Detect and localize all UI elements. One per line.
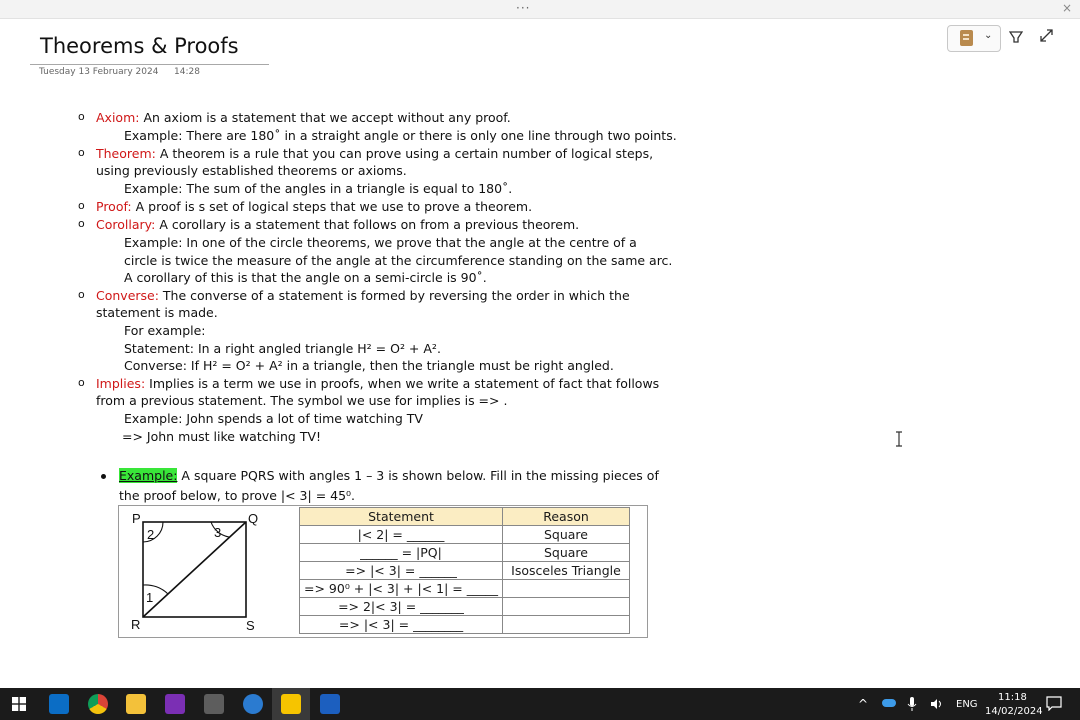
volume-icon[interactable] bbox=[930, 697, 944, 711]
close-icon[interactable]: × bbox=[1061, 1, 1072, 15]
statement-cell[interactable]: => 2|< 3| = _______ bbox=[300, 598, 503, 616]
language-indicator[interactable]: ENG bbox=[956, 699, 978, 710]
tray-chevron-icon[interactable]: ^ bbox=[858, 697, 869, 711]
example-text-2[interactable]: the proof below, to prove |< 3| = 45⁰. bbox=[119, 488, 356, 503]
vertex-s-label: S bbox=[246, 618, 255, 633]
sticky-notes-icon[interactable] bbox=[281, 694, 301, 714]
chevron-down-icon: ⌄ bbox=[984, 30, 993, 41]
taskbar bbox=[0, 688, 1080, 720]
axiom-term: Axiom: bbox=[96, 110, 140, 125]
axiom-text: An axiom is a statement that we accept without any proof. bbox=[139, 110, 511, 125]
statement-cell[interactable]: ______ = |PQ| bbox=[300, 544, 503, 562]
proof-term: Proof: bbox=[96, 199, 132, 214]
onedrive-icon[interactable] bbox=[882, 699, 896, 707]
theorem-text-2[interactable]: using previously established theorems or axioms. bbox=[96, 163, 407, 178]
pen-icon[interactable] bbox=[1009, 30, 1023, 48]
corollary-example-2[interactable]: circle is twice the measure of the angle at the circumference standing on the same arc. bbox=[124, 253, 673, 268]
table-row bbox=[300, 562, 630, 580]
windows-start-icon[interactable] bbox=[12, 697, 26, 711]
statement-cell[interactable]: => |< 3| = ________ bbox=[300, 616, 503, 634]
clock-time[interactable]: 11:18 bbox=[998, 692, 1027, 703]
outlook-icon[interactable] bbox=[49, 694, 69, 714]
converse-example-1[interactable]: For example: bbox=[124, 323, 206, 338]
chrome-icon[interactable] bbox=[88, 694, 108, 714]
vertex-p-label: P bbox=[132, 511, 141, 526]
theorem-line[interactable] bbox=[96, 145, 653, 162]
onenote-icon[interactable] bbox=[165, 694, 185, 714]
square-diagram bbox=[118, 505, 288, 636]
table-row bbox=[300, 616, 630, 634]
converse-text: The converse of a statement is formed by reversing the order in which the bbox=[158, 288, 630, 303]
example-label: Example: bbox=[119, 468, 178, 483]
vertex-r-label: R bbox=[131, 617, 141, 632]
corollary-term: Corollary: bbox=[96, 217, 156, 232]
proof-table bbox=[299, 507, 630, 634]
table-row bbox=[300, 526, 630, 544]
bullet-dot bbox=[101, 474, 106, 479]
bullet-circle: o bbox=[78, 110, 85, 123]
statement-cell[interactable]: => |< 3| = ______ bbox=[300, 562, 503, 580]
axiom-line[interactable] bbox=[96, 109, 511, 126]
table-row bbox=[300, 544, 630, 562]
microphone-icon[interactable] bbox=[907, 696, 917, 712]
reason-cell[interactable]: Isosceles Triangle bbox=[503, 562, 630, 580]
bullet-circle: o bbox=[78, 217, 85, 230]
converse-example-3[interactable]: Converse: If H² = O² + A² in a triangle, then the triangle must be right angled. bbox=[124, 358, 614, 373]
word-icon[interactable] bbox=[320, 694, 340, 714]
expand-icon[interactable] bbox=[1040, 29, 1053, 46]
angle-1-label: 1 bbox=[146, 590, 154, 605]
implies-text: Implies is a term we use in proofs, when we write a statement of fact that follows bbox=[145, 376, 660, 391]
title-divider bbox=[30, 64, 269, 65]
bullet-circle: o bbox=[78, 376, 85, 389]
converse-text-2[interactable]: statement is made. bbox=[96, 305, 218, 320]
page-title[interactable]: Theorems & Proofs bbox=[40, 34, 239, 58]
angle-3-label: 3 bbox=[214, 525, 222, 540]
bullet-circle: o bbox=[78, 288, 85, 301]
table-header-reason: Reason bbox=[503, 508, 630, 526]
converse-term: Converse: bbox=[96, 288, 159, 303]
proof-line[interactable] bbox=[96, 198, 532, 215]
reason-cell[interactable] bbox=[503, 616, 630, 634]
implies-text-2[interactable]: from a previous statement. The symbol we use for implies is => . bbox=[96, 393, 508, 408]
corollary-example-1[interactable]: Example: In one of the circle theorems, we prove that the angle at the centre of a bbox=[124, 235, 637, 250]
browser-app-icon[interactable] bbox=[243, 694, 263, 714]
text-cursor-icon bbox=[895, 431, 903, 451]
converse-line[interactable] bbox=[96, 287, 630, 304]
page-date: Tuesday 13 February 2024 bbox=[39, 67, 159, 77]
proof-text: A proof is s set of logical steps that we use to prove a theorem. bbox=[131, 199, 533, 214]
example-line[interactable] bbox=[119, 467, 659, 484]
reason-cell[interactable] bbox=[503, 598, 630, 616]
notebook-button[interactable] bbox=[947, 25, 1001, 52]
angle-2-label: 2 bbox=[147, 527, 155, 542]
notebook-icon bbox=[960, 30, 973, 46]
table-row bbox=[300, 580, 630, 598]
table-header-statement: Statement bbox=[300, 508, 503, 526]
implies-example-2[interactable]: => John must like watching TV! bbox=[122, 429, 322, 444]
axiom-example[interactable]: Example: There are 180˚ in a straight angle or there is only one line through two points. bbox=[124, 128, 677, 143]
theorem-text: A theorem is a rule that you can prove using a certain number of logical steps, bbox=[155, 146, 654, 161]
implies-line[interactable] bbox=[96, 375, 659, 392]
calculator-icon[interactable] bbox=[204, 694, 224, 714]
bullet-circle: o bbox=[78, 199, 85, 212]
notification-icon[interactable] bbox=[1046, 696, 1062, 711]
reason-cell[interactable] bbox=[503, 580, 630, 598]
reason-cell[interactable]: Square bbox=[503, 526, 630, 544]
example-text: A square PQRS with angles 1 – 3 is shown below. Fill in the missing pieces of bbox=[177, 468, 659, 483]
window-menu-dots[interactable]: ··· bbox=[516, 1, 531, 15]
converse-example-2[interactable]: Statement: In a right angled triangle H² = O² + A². bbox=[124, 341, 441, 356]
implies-term: Implies: bbox=[96, 376, 146, 391]
corollary-text: A corollary is a statement that follows on from a previous theorem. bbox=[155, 217, 580, 232]
theorem-term: Theorem: bbox=[96, 146, 156, 161]
implies-example-1[interactable]: Example: John spends a lot of time watching TV bbox=[124, 411, 423, 426]
vertex-q-label: Q bbox=[248, 511, 259, 526]
reason-cell[interactable]: Square bbox=[503, 544, 630, 562]
statement-cell[interactable]: |< 2| = ______ bbox=[300, 526, 503, 544]
table-row bbox=[300, 598, 630, 616]
corollary-example-3[interactable]: A corollary of this is that the angle on a semi-circle is 90˚. bbox=[124, 270, 487, 285]
theorem-example[interactable]: Example: The sum of the angles in a triangle is equal to 180˚. bbox=[124, 181, 513, 196]
page-time: 14:28 bbox=[174, 67, 200, 77]
window-top-bar bbox=[0, 0, 1080, 19]
file-explorer-icon[interactable] bbox=[126, 694, 146, 714]
statement-cell[interactable]: => 90⁰ + |< 3| + |< 1| = _____ bbox=[300, 580, 503, 598]
corollary-line[interactable] bbox=[96, 216, 579, 233]
clock-date[interactable]: 14/02/2024 bbox=[985, 706, 1043, 717]
bullet-circle: o bbox=[78, 146, 85, 159]
